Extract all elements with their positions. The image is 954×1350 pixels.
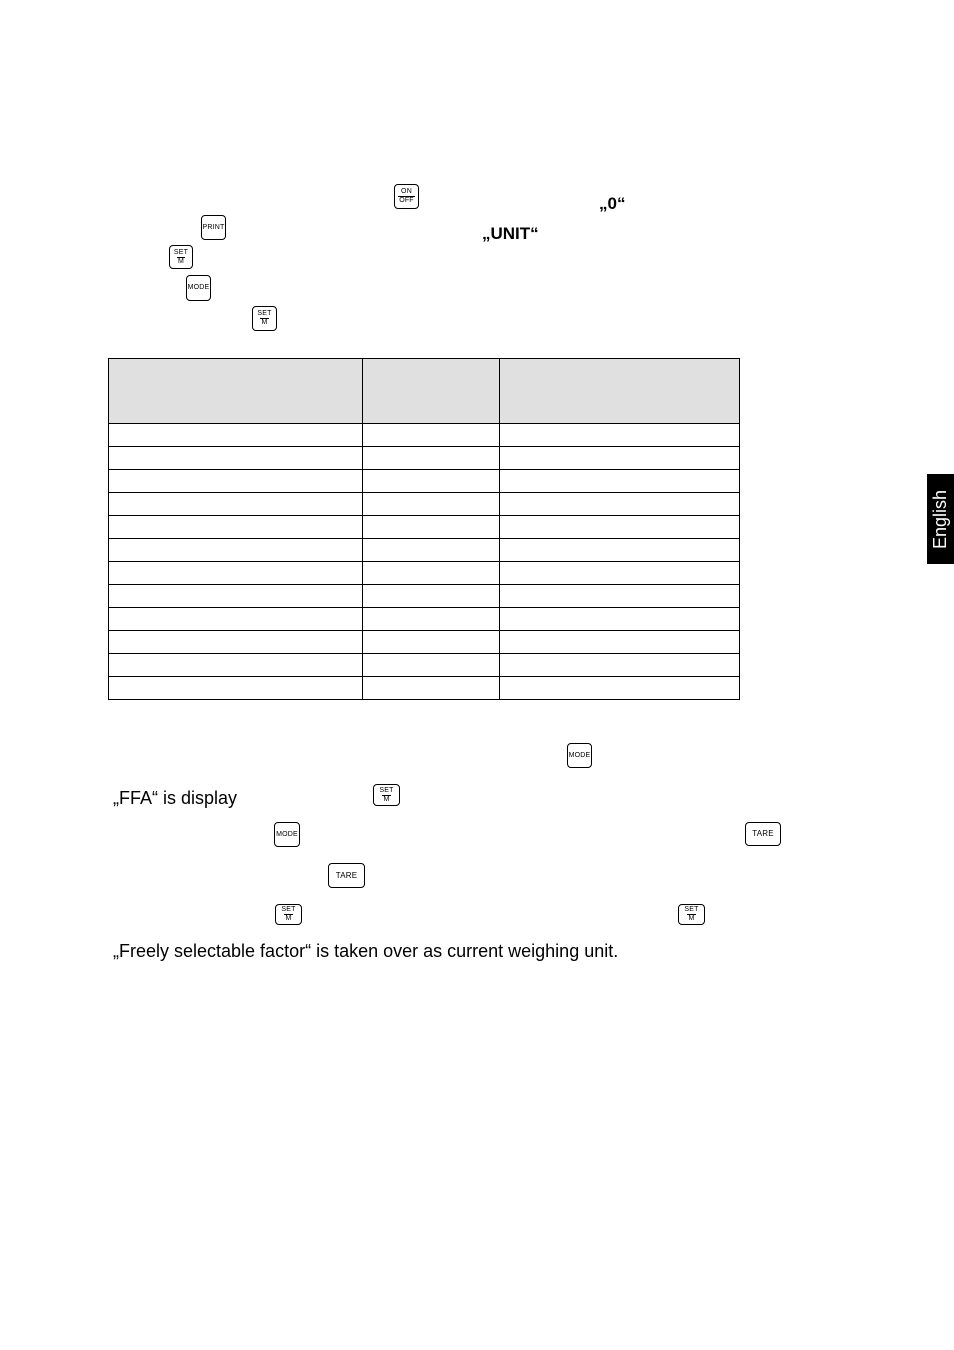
table-cell [500, 424, 740, 447]
table-cell [500, 654, 740, 677]
language-tab-label: English [930, 489, 951, 549]
table-cell [363, 585, 500, 608]
set-key-top-label: SET [281, 906, 296, 913]
table-cell [109, 562, 363, 585]
set-key-bottom-label: M [261, 319, 268, 326]
table-cell [500, 631, 740, 654]
table-cell [363, 539, 500, 562]
units-table [108, 358, 740, 700]
table-row [109, 608, 740, 631]
table-cell [363, 424, 500, 447]
print-key-label: PRINT [202, 223, 225, 231]
table-row [109, 447, 740, 470]
set-m-key-5[interactable] [678, 904, 705, 925]
mode-key-label: MODE [187, 284, 210, 291]
set-m-key-2[interactable] [252, 306, 277, 331]
table-row [109, 585, 740, 608]
table-header-cell [363, 359, 500, 424]
table-cell [363, 470, 500, 493]
mode-key-label: MODE [568, 751, 591, 759]
table-cell [109, 585, 363, 608]
tare-key-label: TARE [752, 829, 774, 838]
zero-display-label: „0“ [599, 194, 626, 213]
table-cell [109, 654, 363, 677]
table-cell [109, 493, 363, 516]
table-row [109, 539, 740, 562]
table-row [109, 631, 740, 654]
table-cell [500, 516, 740, 539]
table-cell [500, 447, 740, 470]
table-header-row [109, 359, 740, 424]
table-cell [109, 424, 363, 447]
set-key-bottom-label: M [383, 795, 390, 803]
set-key-top-label: SET [257, 310, 272, 317]
tare-key-1[interactable] [745, 822, 781, 846]
table-cell [109, 631, 363, 654]
final-result-text: „Freely selectable factor“ is taken over as current weighing unit. [113, 941, 619, 961]
table-cell [363, 677, 500, 700]
table-row [109, 562, 740, 585]
set-key-top-label: SET [379, 786, 394, 794]
table-row [109, 470, 740, 493]
set-key-bottom-label: M [688, 915, 695, 922]
table-header-cell [500, 359, 740, 424]
table-cell [109, 447, 363, 470]
on-off-key-bottom-label: OFF [399, 197, 414, 204]
table-cell [109, 470, 363, 493]
table-cell [500, 493, 740, 516]
mode-key-label: MODE [276, 830, 298, 838]
on-off-key[interactable] [394, 184, 419, 209]
table-row [109, 424, 740, 447]
mode-key-3[interactable] [274, 822, 300, 847]
ffa-display-text: „FFA“ is display [113, 788, 238, 808]
tare-key-label: TARE [335, 870, 358, 880]
table-cell [363, 631, 500, 654]
table-row [109, 677, 740, 700]
set-m-key-1[interactable] [169, 245, 193, 269]
table-cell [363, 447, 500, 470]
table-cell [500, 470, 740, 493]
table-cell [500, 539, 740, 562]
table-cell [363, 608, 500, 631]
table-cell [363, 562, 500, 585]
table-cell [363, 654, 500, 677]
table-cell [500, 677, 740, 700]
set-m-key-4[interactable] [275, 904, 302, 925]
table-cell [500, 562, 740, 585]
set-key-top-label: SET [684, 906, 699, 913]
table-cell [500, 585, 740, 608]
table-cell [109, 516, 363, 539]
set-key-bottom-label: M [285, 915, 292, 922]
mode-key-1[interactable] [186, 275, 211, 301]
set-key-bottom-label: M [177, 257, 185, 265]
table-cell [500, 608, 740, 631]
mode-key-2[interactable] [567, 743, 592, 768]
table-row [109, 493, 740, 516]
print-key[interactable] [201, 215, 226, 240]
table-cell [109, 677, 363, 700]
set-key-top-label: SET [173, 248, 189, 256]
tare-key-2[interactable] [328, 863, 365, 888]
unit-display-label: „UNIT“ [482, 224, 539, 243]
table-cell [363, 493, 500, 516]
table-cell [109, 539, 363, 562]
on-off-key-top-label: ON [401, 188, 412, 195]
table-row [109, 516, 740, 539]
table-cell [363, 516, 500, 539]
language-side-tab [927, 474, 954, 564]
table-cell [109, 608, 363, 631]
set-m-key-3[interactable] [373, 784, 400, 806]
table-row [109, 654, 740, 677]
table-header-cell [109, 359, 363, 424]
